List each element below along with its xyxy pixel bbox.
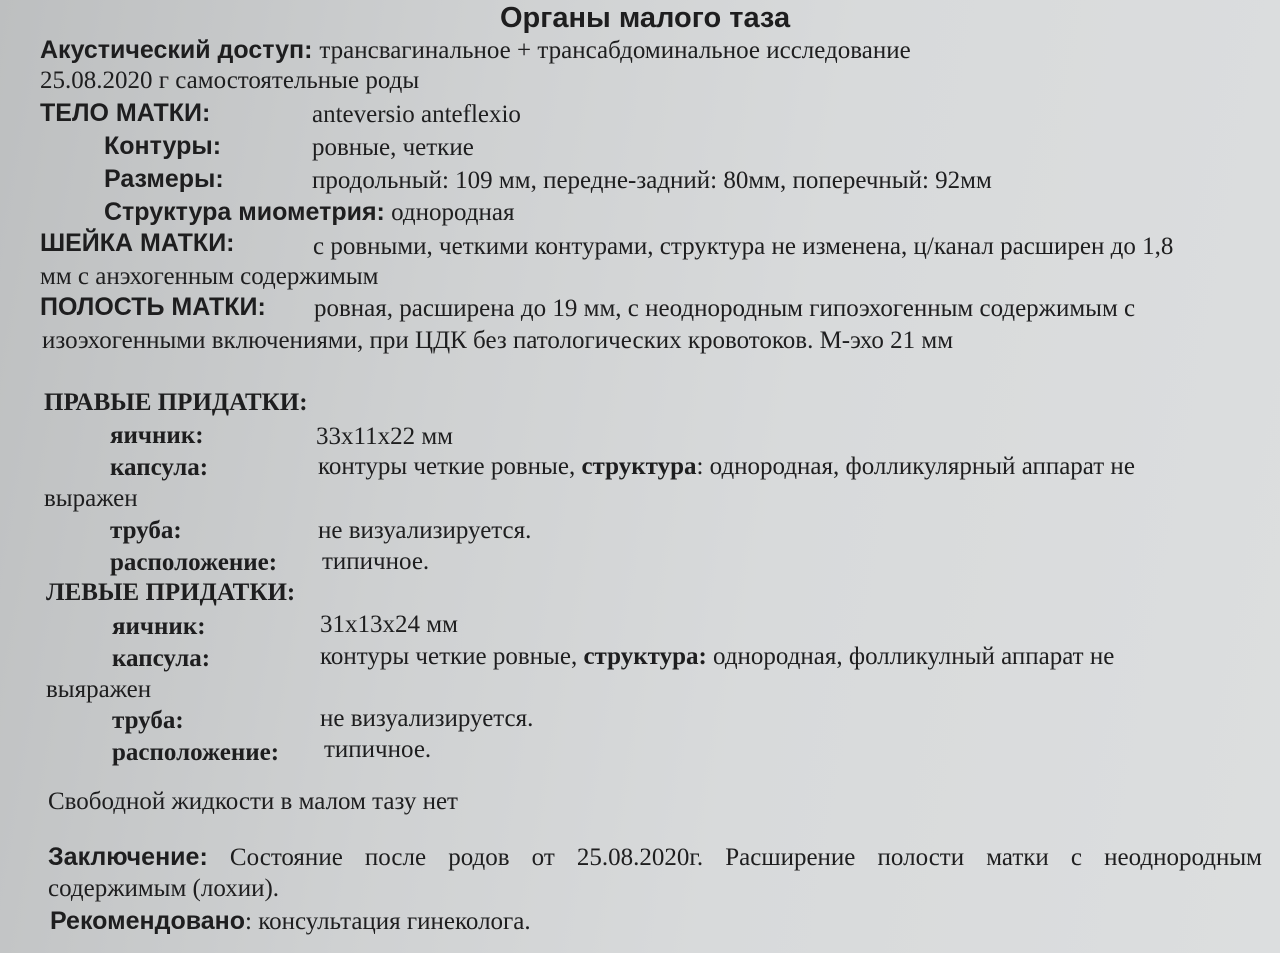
recommendation-label: Рекомендовано: [50, 907, 246, 935]
left-capsule-label: капсула:: [112, 645, 211, 672]
recommendation-text: : консультация гинеколога.: [245, 908, 531, 935]
conclusion-line1: [48, 842, 1262, 873]
left-capsule-value: [320, 642, 1114, 672]
left-capsule-value-line2: выяражен: [46, 676, 152, 703]
birth-note: 25.08.2020 г самостоятельные роды: [40, 67, 420, 94]
myometrium-line: [104, 197, 515, 228]
right-position-value: типичное.: [322, 548, 430, 575]
contours-value: ровные, четкие: [312, 134, 474, 161]
access-line: [40, 35, 911, 66]
access-value: трансвагинальное + трансабдоминальное исследование: [319, 37, 911, 64]
contours-label: Контуры:: [104, 132, 222, 160]
cavity-label: ПОЛОСТЬ МАТКИ:: [40, 293, 266, 321]
left-ovary-label: яичник:: [112, 613, 206, 640]
right-position-label: расположение:: [110, 549, 278, 576]
access-label: Акустический доступ:: [40, 36, 313, 64]
right-ovary-value: 33x11x22 мм: [316, 423, 453, 450]
left-adnexa-label: ЛЕВЫЕ ПРИДАТКИ:: [46, 579, 296, 606]
right-capsule-value-a: контуры четкие ровные,: [318, 453, 576, 480]
page-title: Органы малого таза: [500, 2, 791, 34]
conclusion-text-line1: Состояние после родов от 25.08.2020г. Расширение полости матки с неоднородным: [229, 844, 1262, 871]
cervix-value-line2: мм с анэхогенным содержимым: [40, 263, 379, 290]
left-ovary-value: 31x13x24 мм: [320, 611, 458, 638]
right-capsule-value-b: : однородная, фолликулярный аппарат не: [696, 453, 1135, 480]
free-fluid-note: Свободной жидкости в малом тазу нет: [48, 788, 458, 815]
right-tube-label: труба:: [110, 517, 182, 544]
left-position-value: типичное.: [324, 736, 432, 763]
left-position-label: расположение:: [112, 739, 280, 766]
right-capsule-label: капсула:: [110, 454, 209, 481]
recommendation-line: [50, 906, 531, 937]
conclusion-text-line2: содержимым (лохии).: [48, 875, 280, 902]
right-capsule-structure-label: структура: [581, 453, 697, 480]
right-adnexa-label: ПРАВЫЕ ПРИДАТКИ:: [44, 389, 308, 416]
left-tube-value: не визуализируется.: [320, 705, 534, 732]
uterus-label: ТЕЛО МАТКИ:: [40, 99, 211, 127]
left-capsule-value-b: однородная, фолликулный аппарат не: [713, 643, 1115, 670]
myometrium-label: Структура миометрия:: [104, 198, 385, 226]
size-label: Размеры:: [104, 165, 224, 193]
left-tube-label: труба:: [112, 707, 184, 734]
size-value: продольный: 109 мм, передне-задний: 80мм, поперечный: 92мм: [312, 167, 992, 194]
left-capsule-value-a: контуры четкие ровные,: [320, 643, 578, 670]
right-capsule-value: [318, 452, 1135, 482]
uterus-value: anteversio anteflexio: [312, 101, 521, 128]
conclusion-label: Заключение:: [48, 843, 208, 871]
cervix-label: ШЕЙКА МАТКИ:: [40, 229, 235, 257]
right-tube-value: не визуализируется.: [318, 517, 532, 544]
cervix-value-line1: с ровными, четкими контурами, структура не изменена, ц/канал расширен до 1,8: [313, 233, 1174, 260]
right-ovary-label: яичник:: [110, 422, 204, 449]
right-capsule-value-line2: выражен: [44, 485, 138, 512]
left-capsule-structure-label: структура:: [583, 643, 707, 670]
cavity-value-line2: изоэхогенными включениями, при ЦДК без патологических кровотоков. М-эхо 21 мм: [42, 327, 954, 354]
cavity-value-line1: ровная, расширена до 19 мм, с неоднородным гипоэхогенным содержимым с: [314, 295, 1136, 322]
myometrium-value: однородная: [391, 199, 515, 226]
